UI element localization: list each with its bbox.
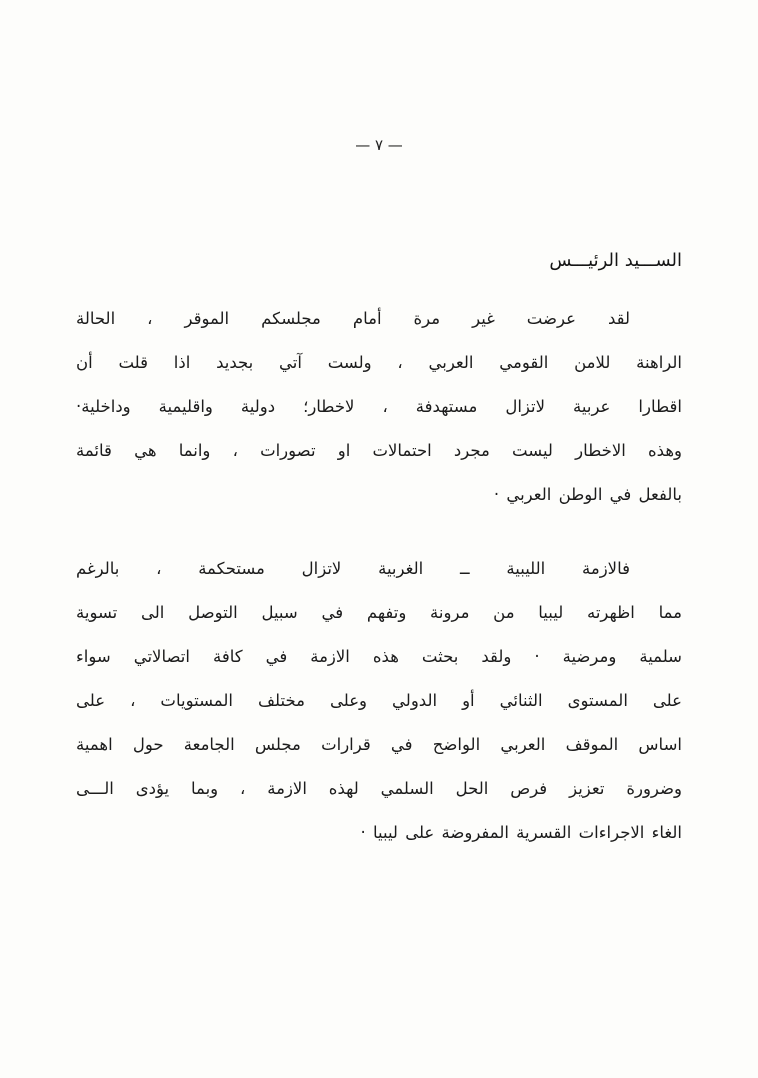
- paragraph-1-line-1: لقد عرضت غير مرة أمام مجلسكم الموقر ، الحالة: [76, 309, 630, 328]
- paragraph-2-line-7: الغاء الاجراءات القسرية المفروضة على ليبيا ·: [360, 823, 682, 842]
- paragraph-1: [76, 297, 682, 517]
- paragraph-1-line-3: اقطارا عربية لاتزال مستهدفة ، لاخطار؛ دولية واقليمية وداخلية·: [76, 397, 682, 416]
- paragraph-2-line-1: فالازمة الليبية ــ الغربية لاتزال مستحكمة ، بالرغم: [76, 559, 630, 578]
- document-heading: الســـيد الرئيـــس: [549, 250, 682, 271]
- paragraph-2-line-3: سلمية ومرضية · ولقد بحثت هذه الازمة في كافة اتصالاتي سواء: [76, 647, 682, 666]
- paragraph-2-line-4: على المستوى الثنائي أو الدولي وعلى مختلف المستويات ، على: [76, 691, 682, 710]
- paragraph-2-line-6: وضرورة تعزيز فرص الحل السلمي لهذه الازمة ، وبما يؤدى الـــى: [76, 779, 682, 798]
- paragraph-2-line-5: اساس الموقف العربي الواضح في قرارات مجلس الجامعة حول اهمية: [76, 735, 682, 754]
- paragraph-1-line-2: الراهنة للامن القومي العربي ، ولست آتي بجديد اذا قلت أن: [76, 353, 682, 372]
- paragraph-1-line-4: وهذه الاخطار ليست مجرد احتمالات او تصورات ، وانما هي قائمة: [76, 441, 682, 460]
- paragraph-2: [76, 547, 682, 855]
- paragraph-1-line-5: بالفعل في الوطن العربي ·: [493, 485, 682, 504]
- paragraph-2-line-2: مما اظهرته ليبيا من مرونة وتفهم في سبيل التوصل الى تسوية: [76, 603, 682, 622]
- page-number: — ٧ —: [355, 136, 403, 154]
